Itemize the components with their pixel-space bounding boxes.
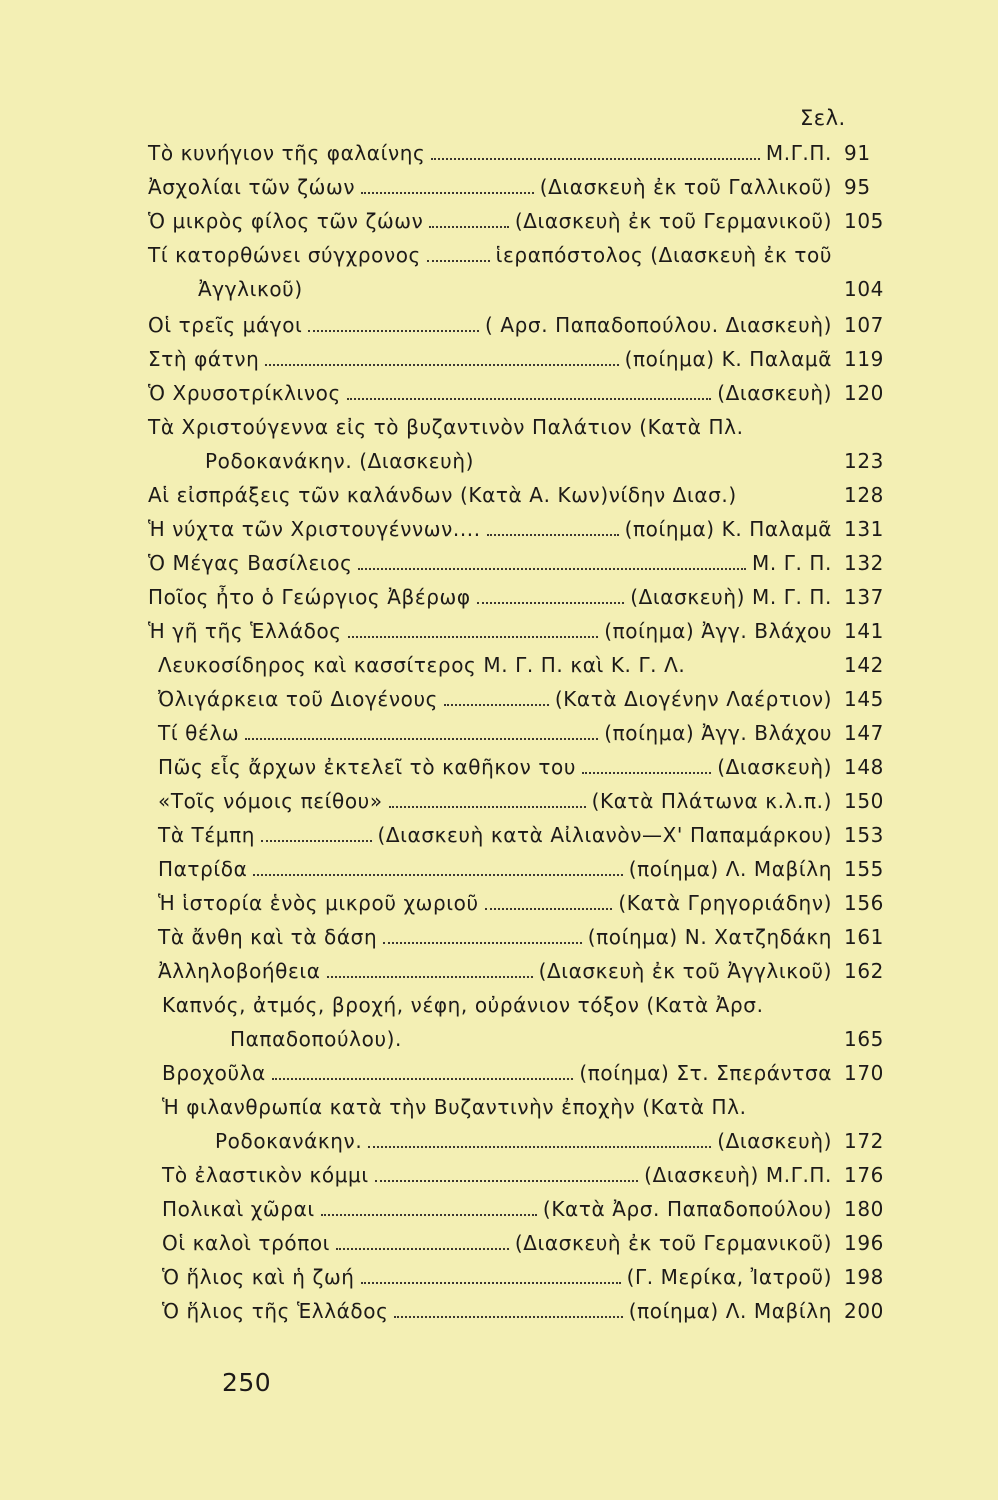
entry-page: 132 xyxy=(844,551,884,575)
toc-entry xyxy=(162,1058,888,1088)
entry-source: (ποίημα) Κ. Παλαμᾶ xyxy=(624,347,832,371)
toc-entry xyxy=(158,820,888,850)
toc-entry xyxy=(158,786,888,816)
entry-source: (Διασκευὴ) xyxy=(717,381,832,405)
entry-page: 153 xyxy=(844,823,884,847)
toc-entry xyxy=(162,1228,888,1258)
entry-title: Ἡ φιλανθρωπία κατὰ τὴν Βυζαντινὴν ἐποχὴν (Κατὰ Πλ. xyxy=(162,1095,747,1119)
toc-entry xyxy=(148,412,888,442)
entry-title: Στὴ φάτνη xyxy=(148,347,260,371)
entry-page: 105 xyxy=(844,209,884,233)
entry-page: 145 xyxy=(844,687,884,711)
toc-entry xyxy=(158,854,888,884)
toc-entry xyxy=(162,1194,888,1224)
entry-page: 147 xyxy=(844,721,884,745)
entry-title: Ροδοκανάκην. (Διασκευὴ) xyxy=(205,449,475,473)
entry-title: Λευκοσίδηρος καὶ κασσίτερος Μ. Γ. Π. καὶ Κ. Γ. Λ. xyxy=(158,653,686,677)
entry-page: 156 xyxy=(844,891,884,915)
toc-entry xyxy=(148,172,888,202)
dot-leader xyxy=(358,567,746,570)
dot-leader xyxy=(394,1315,622,1318)
toc-entry xyxy=(148,344,888,374)
entry-source: (Γ. Μερίκα, Ἰατροῦ) xyxy=(626,1265,832,1289)
dot-leader xyxy=(348,635,599,638)
toc-entry xyxy=(162,1296,888,1326)
dot-leader xyxy=(253,873,622,876)
entry-title: Ὀλιγάρκεια τοῦ Διογένους xyxy=(158,687,438,711)
entry-title: Βροχοῦλα xyxy=(162,1061,266,1085)
entry-page: 150 xyxy=(844,789,884,813)
dot-leader xyxy=(265,363,618,366)
dot-leader xyxy=(361,1281,621,1284)
entry-page: 200 xyxy=(844,1299,884,1323)
dot-leader xyxy=(368,1145,711,1148)
entry-page: 104 xyxy=(844,277,884,301)
entry-source: (ποίημα) Λ. Μαβίλη xyxy=(628,857,832,881)
dot-leader xyxy=(383,941,582,944)
entry-page: 165 xyxy=(844,1027,884,1051)
entry-title: Τὰ Τέμπη xyxy=(158,823,256,847)
dot-leader xyxy=(477,601,625,604)
toc-entry xyxy=(158,718,888,748)
entry-source: (ποίημα) Ἀγγ. Βλάχου xyxy=(604,721,832,745)
entry-source: (ποίημα) Στ. Σπεράντσα xyxy=(579,1061,832,1085)
entry-source: Μ. Γ. Π. xyxy=(751,551,832,575)
toc-entry xyxy=(148,514,888,544)
entry-source: (ποίημα) Ν. Χατζηδάκη xyxy=(587,925,832,949)
toc-entry xyxy=(158,752,888,782)
entry-source: Μ.Γ.Π. xyxy=(765,141,832,165)
toc-entry xyxy=(162,1160,888,1190)
dot-leader xyxy=(361,191,534,194)
toc-entry xyxy=(162,990,888,1020)
entry-source: (Διασκευὴ ἐκ τοῦ Ἀγγλικοῦ) xyxy=(538,959,832,983)
entry-page: 119 xyxy=(844,347,884,371)
dot-leader xyxy=(336,1247,509,1250)
entry-source: (Κατὰ Πλάτωνα κ.λ.π.) xyxy=(591,789,832,813)
entry-page: 128 xyxy=(844,483,884,507)
entry-page: 131 xyxy=(844,517,884,541)
entry-page: 161 xyxy=(844,925,884,949)
page-column-label: Σελ. xyxy=(800,106,846,130)
entry-source: (Διασκευὴ) Μ.Γ.Π. xyxy=(644,1163,832,1187)
entry-source: (ποίημα) Ἀγγ. Βλάχου xyxy=(604,619,832,643)
dot-leader xyxy=(321,1213,537,1216)
entry-title: Ροδοκανάκην. xyxy=(215,1129,363,1153)
entry-title: Ὁ ἥλιος τῆς Ἑλλάδος xyxy=(162,1299,389,1323)
toc-entry xyxy=(158,684,888,714)
toc-entry xyxy=(162,1092,888,1122)
entry-title: Τὰ Χριστούγεννα εἰς τὸ βυζαντινὸν Παλάτιον (Κατὰ Πλ. xyxy=(148,415,744,439)
toc-entry xyxy=(148,548,888,578)
entry-source: (Διασκευὴ κατὰ Αἰλιανὸν—Χ' Παπαμάρκου) xyxy=(377,823,832,847)
toc-entry xyxy=(148,480,888,510)
toc-entry xyxy=(205,446,888,476)
dot-leader xyxy=(444,703,549,706)
entry-title: Ἀσχολίαι τῶν ζώων xyxy=(148,175,356,199)
entry-title: Οἱ καλοὶ τρόποι xyxy=(162,1231,331,1255)
page-number: 250 xyxy=(222,1368,272,1397)
entry-page: 123 xyxy=(844,449,884,473)
entry-source: (Κατὰ Γρηγοριάδην) xyxy=(618,891,832,915)
toc-entry xyxy=(148,240,888,270)
toc-entry xyxy=(148,206,888,236)
entry-page: 170 xyxy=(844,1061,884,1085)
entry-source: (Διασκευὴ ἐκ τοῦ Γερμανικοῦ) xyxy=(514,209,832,233)
toc-entry xyxy=(215,1126,888,1156)
entry-page: 196 xyxy=(844,1231,884,1255)
toc-entry xyxy=(158,922,888,952)
dot-leader xyxy=(431,157,760,160)
dot-leader xyxy=(261,839,371,842)
dot-leader xyxy=(427,259,490,262)
toc-entry xyxy=(158,888,888,918)
toc-entry xyxy=(158,956,888,986)
entry-title: Αἱ εἰσπράξεις τῶν καλάνδων (Κατὰ Α. Κων)νίδην Διασ.) xyxy=(148,483,737,507)
entry-page: 107 xyxy=(844,313,884,337)
entry-title: Ἡ ἱστορία ἑνὸς μικροῦ χωριοῦ xyxy=(158,891,479,915)
toc-entry xyxy=(148,616,888,646)
dot-leader xyxy=(327,975,533,978)
dot-leader xyxy=(582,771,711,774)
toc-entry xyxy=(198,274,888,304)
dot-leader xyxy=(308,329,479,332)
entry-title: Πατρίδα xyxy=(158,857,248,881)
entry-title: Ἡ γῆ τῆς Ἑλλάδος xyxy=(148,619,342,643)
entry-source: (Κατὰ Διογένην Λαέρτιον) xyxy=(554,687,832,711)
toc-entry xyxy=(148,310,888,340)
entry-page: 162 xyxy=(844,959,884,983)
toc-entry xyxy=(158,650,888,680)
entry-source: (Διασκευὴ ἐκ τοῦ Γερμανικοῦ) xyxy=(514,1231,832,1255)
entry-page: 180 xyxy=(844,1197,884,1221)
entry-title: Πῶς εἷς ἄρχων ἐκτελεῖ τὸ καθῆκον του xyxy=(158,755,577,779)
entry-source: (Διασκευὴ) xyxy=(717,1129,832,1153)
entry-title: Ἀλληλοβοήθεια xyxy=(158,959,321,983)
entry-page: 120 xyxy=(844,381,884,405)
entry-title: Ὁ μικρὸς φίλος τῶν ζώων xyxy=(148,209,424,233)
entry-page: 141 xyxy=(844,619,884,643)
entry-title: «Τοῖς νόμοις πείθου» xyxy=(158,789,383,813)
entry-title: Ὁ Χρυσοτρίκλινος xyxy=(148,381,341,405)
entry-page: 91 xyxy=(844,141,871,165)
entry-title: Τί θέλω xyxy=(158,721,240,745)
entry-title: Πολικαὶ χῶραι xyxy=(162,1197,315,1221)
entry-title: Παπαδοπούλου). xyxy=(230,1027,402,1051)
entry-source: ἱεραπόστολος (Διασκευὴ ἐκ τοῦ xyxy=(495,243,832,267)
toc-entry xyxy=(148,582,888,612)
dot-leader xyxy=(245,737,598,740)
dot-leader xyxy=(389,805,586,808)
dot-leader xyxy=(375,1179,638,1182)
entry-source: (ποίημα) Κ. Παλαμᾶ xyxy=(624,517,832,541)
entry-title: Τὸ κυνήγιον τῆς φαλαίνης xyxy=(148,141,426,165)
entry-title: Ἀγγλικοῦ) xyxy=(198,277,303,301)
entry-source: (Διασκευὴ ἐκ τοῦ Γαλλικοῦ) xyxy=(539,175,832,199)
entry-title: Καπνός, ἀτμός, βροχή, νέφη, οὐράνιον τόξον (Κατὰ Ἀρσ. xyxy=(162,993,764,1017)
entry-source: (Διασκευὴ) Μ. Γ. Π. xyxy=(630,585,832,609)
entry-page: 142 xyxy=(844,653,884,677)
entry-title: Τί κατορθώνει σύγχρονος xyxy=(148,243,421,267)
entry-page: 155 xyxy=(844,857,884,881)
entry-page: 95 xyxy=(844,175,871,199)
entry-title: Ποῖος ἦτο ὁ Γεώργιος Ἀβέρωφ xyxy=(148,585,471,609)
entry-title: Τὰ ἄνθη καὶ τὰ δάση xyxy=(158,925,378,949)
dot-leader xyxy=(347,397,711,400)
entry-page: 176 xyxy=(844,1163,884,1187)
dot-leader xyxy=(429,225,508,228)
toc-entry xyxy=(148,378,888,408)
entry-title: Τὸ ἐλαστικὸν κόμμι xyxy=(162,1163,369,1187)
entry-source: (Διασκευὴ) xyxy=(717,755,832,779)
entry-source: (Κατὰ Ἀρσ. Παπαδοπούλου) xyxy=(542,1197,832,1221)
entry-page: 198 xyxy=(844,1265,884,1289)
entry-title: Ὁ Μέγας Βασίλειος xyxy=(148,551,353,575)
entry-title: Ἡ νύχτα τῶν Χριστουγέννων.... xyxy=(148,517,481,541)
entry-page: 137 xyxy=(844,585,884,609)
dot-leader xyxy=(485,907,613,910)
entry-source: ( Αρσ. Παπαδοπούλου. Διασκευὴ) xyxy=(484,313,832,337)
entry-page: 172 xyxy=(844,1129,884,1153)
entry-source: (ποίημα) Λ. Μαβίλη xyxy=(628,1299,832,1323)
entry-title: Ὁ ἥλιος καὶ ἡ ζωή xyxy=(162,1265,355,1289)
dot-leader xyxy=(487,533,619,536)
entry-page: 148 xyxy=(844,755,884,779)
toc-entry xyxy=(148,138,888,168)
entry-title: Οἱ τρεῖς μάγοι xyxy=(148,313,303,337)
dot-leader xyxy=(272,1077,574,1080)
toc-entry xyxy=(162,1262,888,1292)
toc-entry xyxy=(230,1024,888,1054)
